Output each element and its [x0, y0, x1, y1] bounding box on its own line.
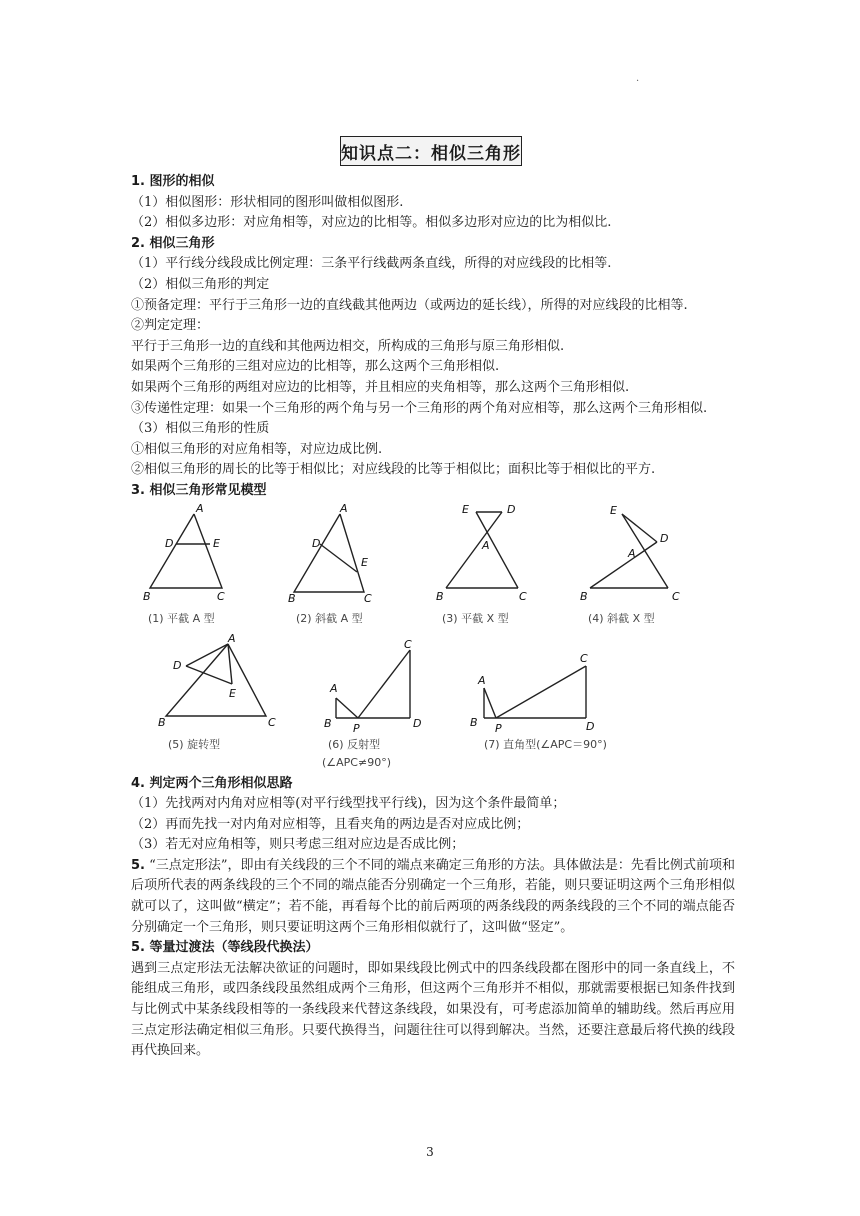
model-2-caption: (2) 斜截 A 型	[296, 611, 363, 625]
paragraph: ③传递性定理：如果一个三角形的两个角与另一个三角形的两个角对应相等，那么这两个三角形相似.	[131, 400, 708, 416]
section-1-heading: 1. 图形的相似	[131, 174, 215, 189]
point-label: B	[158, 715, 166, 729]
section-5-number: 5.	[131, 857, 145, 873]
point-label: A	[228, 631, 236, 645]
model-7-diagram	[470, 652, 607, 751]
similar-triangle-models-figure	[131, 502, 735, 774]
point-label: E	[462, 502, 469, 516]
model-6-diagram	[322, 638, 421, 769]
point-label: P	[495, 721, 502, 735]
paragraph: （3）若无对应角相等，则只考虑三组对应边是否成比例；	[131, 837, 465, 853]
paragraph: ②相似三角形的周长的比等于相似比；对应线段的比等于相似比；面积比等于相似比的平方.	[131, 462, 656, 478]
paragraph: 平行于三角形一边的直线和其他两边相交，所构成的三角形与原三角形相似.	[131, 338, 565, 354]
paragraph: ②判定定理：	[131, 318, 210, 334]
section-6-heading: 5. 等量过渡法（等线段代换法）	[131, 940, 319, 956]
paragraph: ①相似三角形的对应角相等，对应边成比例.	[131, 441, 383, 457]
section-3-heading: 3. 相似三角形常见模型	[131, 482, 267, 498]
paragraph: （1）相似图形：形状相同的图形叫做相似图形.	[131, 194, 404, 210]
page-number: 3	[426, 1145, 434, 1159]
point-label: C	[364, 591, 372, 605]
model-1-caption: (1) 平截 A 型	[148, 611, 215, 625]
point-label: E	[213, 536, 220, 550]
paragraph: ①预备定理：平行于三角形一边的直线截其他两边（或两边的延长线），所得的对应线段的比相等.	[131, 297, 688, 313]
point-label: A	[482, 538, 490, 552]
point-label: A	[628, 546, 636, 560]
paragraph: 如果两个三角形的三组对应边的比相等，那么这两个三角形相似.	[131, 359, 500, 375]
point-label: B	[470, 715, 478, 729]
section-5-paragraph	[131, 856, 735, 938]
model-4-caption: (4) 斜截 X 型	[588, 611, 655, 625]
point-label: A	[340, 501, 348, 515]
model-4-diagram	[580, 504, 680, 625]
point-label: C	[404, 637, 412, 651]
point-label: E	[229, 686, 236, 700]
section-5-text: “三点定形法”，即由有关线段的三个不同的端点来确定三角形的方法。具体做法是：先看比例式前项和后项所代表的两条线段的三个不同的端点能否分别确定一个三角形，若能，则只要证明这两个三角形相似就可以了，这叫做“横定”；若不能，再看每个比的前后两项的两条线段的两条线段的三个不同的端点能否分别确定一个三角形，则只要证明这两个三角形相似就行了，这叫做“竖定”。	[131, 857, 735, 935]
point-label: B	[436, 589, 444, 603]
paragraph: （2）再而先找一对内角对应相等，且看夹角的两边是否对应成比例；	[131, 816, 530, 832]
point-label: D	[586, 719, 595, 733]
model-1-diagram	[143, 502, 225, 625]
point-label: D	[165, 536, 174, 550]
point-label: D	[660, 531, 669, 545]
point-label: C	[580, 651, 588, 665]
model-3-caption: (3) 平截 X 型	[442, 611, 509, 625]
point-label: A	[478, 673, 486, 687]
point-label: C	[672, 589, 680, 603]
paragraph: （1）平行线分线段成比例定理：三条平行线截两条直线，所得的对应线段的比相等.	[131, 256, 612, 272]
model-6-condition: (∠APC≠90°)	[322, 755, 391, 769]
paragraph: （2）相似多边形：对应角相等，对应边的比相等。相似多边形对应边的比为相似比.	[131, 215, 612, 231]
point-label: E	[361, 555, 368, 569]
header-dot: ·	[636, 76, 640, 87]
point-label: B	[288, 591, 296, 605]
document-body	[131, 172, 735, 1062]
point-label: C	[268, 715, 276, 729]
paragraph: （2）相似三角形的判定	[131, 276, 270, 292]
point-label: A	[196, 501, 204, 515]
section-2-heading: 2. 相似三角形	[131, 235, 215, 251]
model-5-diagram	[158, 632, 276, 751]
point-label: C	[217, 589, 225, 603]
model-3-diagram	[436, 503, 527, 625]
section-4-heading: 4. 判定两个三角形相似思路	[131, 775, 293, 791]
paragraph: （3）相似三角形的性质	[131, 421, 270, 437]
point-label: B	[324, 716, 332, 730]
paragraph: 如果两个三角形的两组对应边的比相等，并且相应的夹角相等，那么这两个三角形相似.	[131, 379, 630, 395]
point-label: C	[519, 589, 527, 603]
point-label: D	[413, 716, 422, 730]
model-5-caption: (5) 旋转型	[168, 737, 221, 751]
point-label: B	[580, 589, 588, 603]
point-label: A	[330, 681, 338, 695]
point-label: B	[143, 589, 151, 603]
point-label: E	[610, 503, 617, 517]
point-label: P	[353, 721, 360, 735]
model-2-diagram	[288, 502, 372, 625]
section-6-paragraph: 遇到三点定形法无法解决欲证的问题时，即如果线段比例式中的四条线段都在图形中的同一条直线上，不能组成三角形，或四条线段虽然组成两个三角形，但这两个三角形并不相似，那就需要根据已知条件找到与比例式中某条线段相等的一条线段来代替这条线段，如果没有，可考虑添加简单的辅助线。然后再应用三点定形法确定相似三角形。只要代换得当，问题往往可以得到解决。当然，还要注意最后将代换的线段再代换回来。	[131, 960, 735, 1059]
page-title: 知识点二：相似三角形	[340, 136, 522, 166]
paragraph: （1）先找两对内角对应相等(对平行线型找平行线)，因为这个条件最简单；	[131, 796, 566, 812]
point-label: D	[312, 536, 321, 550]
model-6-caption: (6) 反射型	[328, 737, 381, 751]
model-7-caption: (7) 直角型(∠APC＝90°)	[484, 737, 607, 751]
point-label: D	[173, 658, 182, 672]
point-label: D	[507, 502, 516, 516]
